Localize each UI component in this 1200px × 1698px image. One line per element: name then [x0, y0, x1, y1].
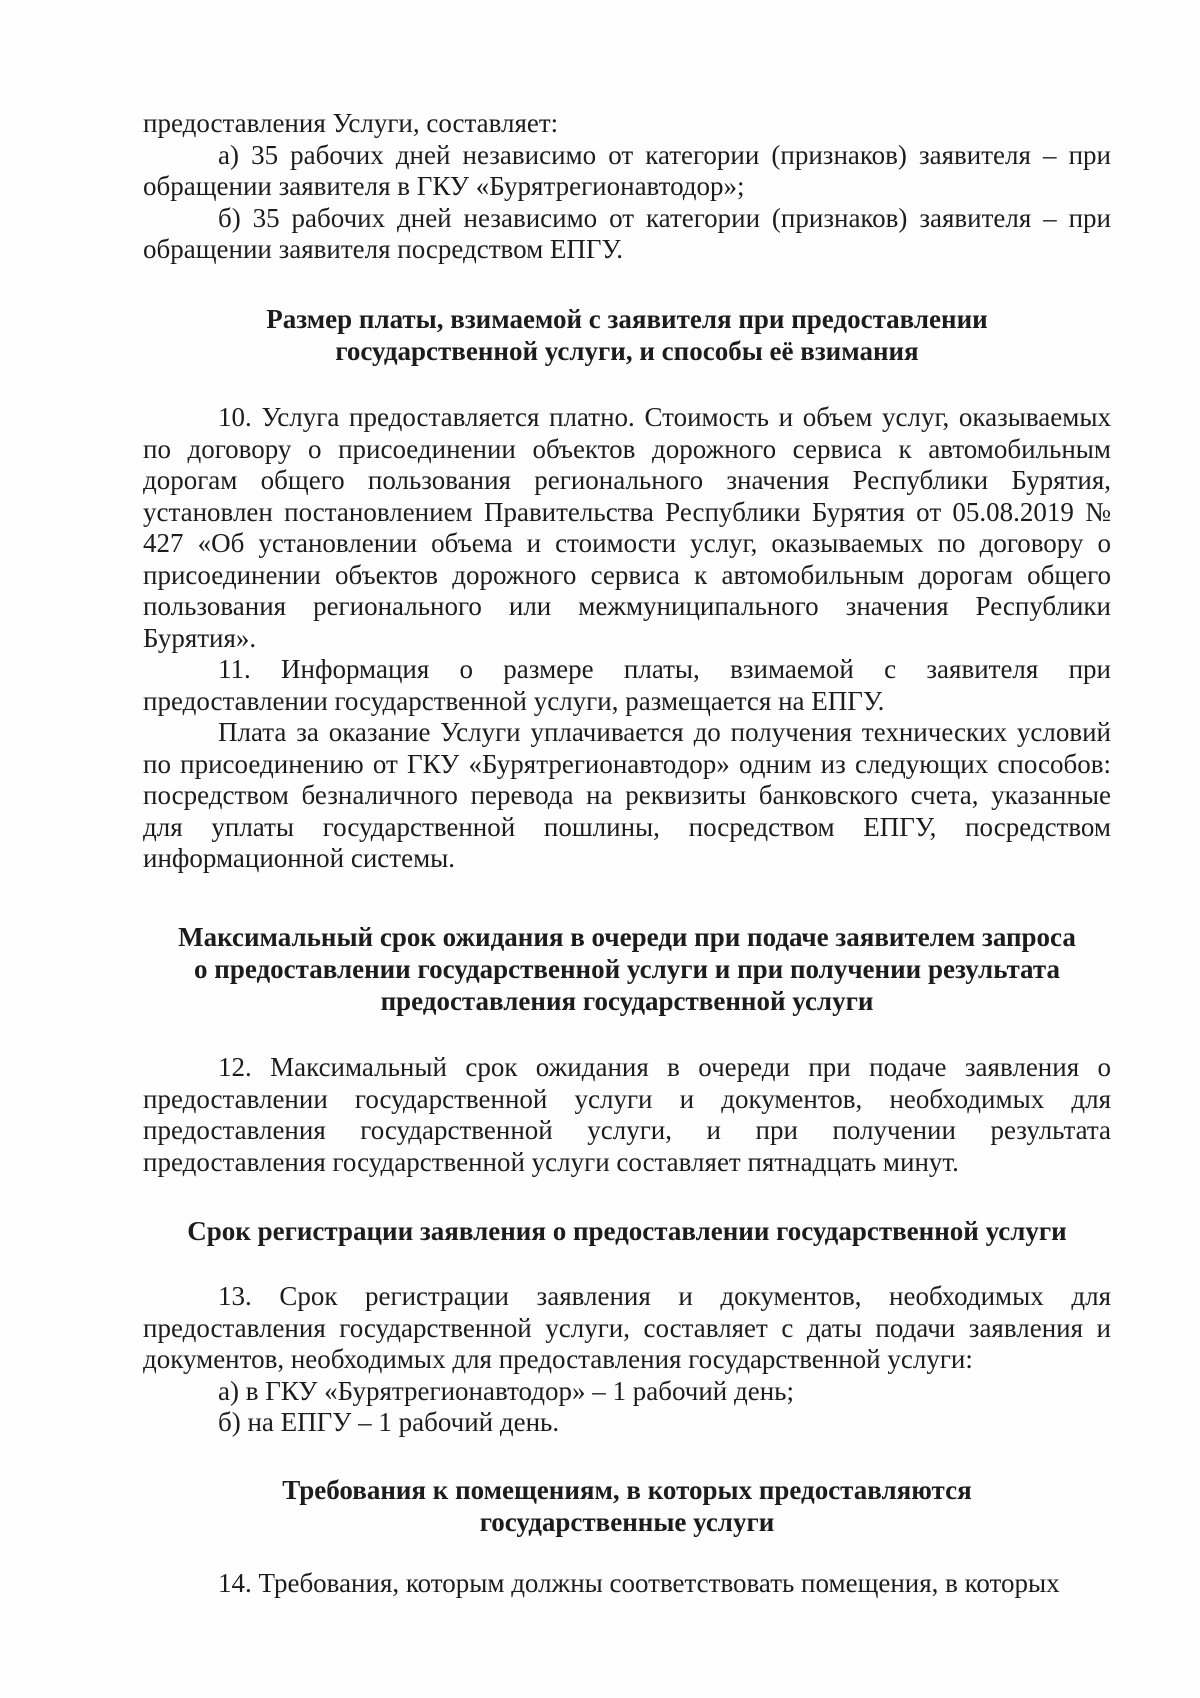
heading-line: Срок регистрации заявления о предоставлении государственной услуги — [187, 1216, 1067, 1246]
term-continuation-block — [143, 108, 1111, 266]
heading-line: Требования к помещениям, в которых предоставляются — [282, 1475, 972, 1505]
paragraph-14: 14. Требования, которым должны соответствовать помещения, в которых — [218, 1568, 1060, 1598]
paragraph-payment-methods: Плата за оказание Услуги уплачивается до получения технических условий по присоединению от ГКУ «Бурятрегионавтодор» одним из следующих способов: посредством безналичного перевода на реквизиты банковского счета, указанные для уплаты государственной пошлины, посредством ЕПГУ, посредством информационной системы. — [143, 717, 1111, 873]
heading-registration — [143, 1215, 1111, 1247]
heading-line: о предоставлении государственной услуги и при получении результата — [194, 954, 1060, 984]
paragraph-13: 13. Срок регистрации заявления и документов, необходимых для предоставления государственной услуги, составляет с даты подачи заявления и документов, необходимых для предоставления государственной услуги: — [143, 1281, 1111, 1374]
heading-queue — [143, 921, 1111, 1017]
heading-line: Размер платы, взимаемой с заявителя при предоставлении — [266, 304, 988, 334]
premises-block — [143, 1568, 1111, 1600]
fee-block — [143, 402, 1111, 875]
queue-block — [143, 1052, 1111, 1178]
paragraph-13-b: б) на ЕПГУ – 1 рабочий день. — [218, 1407, 560, 1437]
paragraph-13-a: а) в ГКУ «Бурятрегионавтодор» – 1 рабочий день; — [218, 1375, 794, 1406]
heading-fee — [143, 303, 1111, 367]
registration-block — [143, 1281, 1111, 1439]
heading-line: государственные услуги — [479, 1507, 775, 1537]
heading-line: государственной услуги, и способы её взимания — [335, 336, 919, 366]
paragraph-11: 11. Информация о размере платы, взимаемой с заявителя при предоставлении государственной услуги, размещается на ЕПГУ. — [143, 654, 1111, 716]
paragraph-10: 10. Услуга предоставляется платно. Стоимость и объем услуг, оказываемых по договору о присоединении объектов дорожного сервиса к автомобильным дорогам общего пользования регионального значения Республики Бурятия, установлен постановлением Правительства Республики Бурятия от 05.08.2019 № 427 «Об установлении объема и стоимости услуг, оказываемых по договору о присоединении объектов дорожного сервиса к автомобильным дорогам общего пользования регионального или межмуниципального значения Республики Бурятия». — [143, 402, 1111, 653]
paragraph-12: 12. Максимальный срок ожидания в очереди при подаче заявления о предоставлении государственной услуги и документов, необходимых для предоставления государственной услуги, и при получении результата предоставления государственной услуги составляет пятнадцать минут. — [143, 1052, 1111, 1177]
heading-line: предоставления государственной услуги — [380, 986, 874, 1016]
paragraph-term-a: а) 35 рабочих дней независимо от категории (признаков) заявителя – при обращении заявителя в ГКУ «Бурятрегионавтодор»; — [143, 139, 1111, 201]
paragraph-term-b: б) 35 рабочих дней независимо от категории (признаков) заявителя – при обращении заявителя посредством ЕПГУ. — [143, 202, 1111, 264]
paragraph-line: предоставления Услуги, составляет: — [143, 108, 559, 138]
heading-premises — [143, 1474, 1111, 1538]
heading-line: Максимальный срок ожидания в очереди при подаче заявителем запроса — [178, 922, 1076, 952]
